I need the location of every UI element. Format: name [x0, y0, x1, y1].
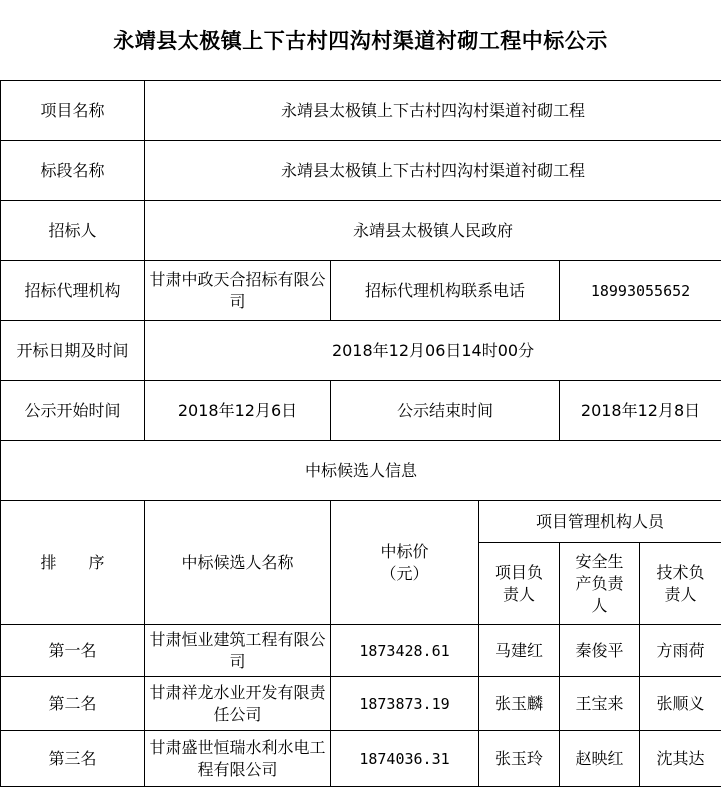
candidate-name: 甘肃盛世恒瑞水利水电工程有限公司	[145, 731, 331, 787]
row-section-name	[1, 141, 721, 201]
candidate-safety-lead: 赵映红	[560, 731, 640, 787]
label-tenderer: 招标人	[1, 201, 145, 261]
candidate-name: 甘肃祥龙水业开发有限责任公司	[145, 677, 331, 731]
value-agency: 甘肃中政天合招标有限公司	[145, 261, 331, 321]
candidate-tech-lead: 方雨荷	[640, 625, 721, 677]
header-rank: 排 序	[1, 501, 145, 625]
value-section-name: 永靖县太极镇上下古村四沟村渠道衬砌工程	[145, 141, 721, 201]
header-tech-lead: 技术负责人	[640, 543, 721, 625]
candidate-tech-lead: 张顺义	[640, 677, 721, 731]
row-project-name	[1, 81, 721, 141]
label-agency-phone: 招标代理机构联系电话	[331, 261, 560, 321]
value-opening: 2018年12月06日14时00分	[145, 321, 721, 381]
label-opening: 开标日期及时间	[1, 321, 145, 381]
header-price: 中标价（元）	[331, 501, 479, 625]
candidate-rank: 第二名	[1, 677, 145, 731]
value-publicity-start: 2018年12月6日	[145, 381, 331, 441]
candidate-rank: 第三名	[1, 731, 145, 787]
table-row	[1, 731, 721, 787]
value-tenderer: 永靖县太极镇人民政府	[145, 201, 721, 261]
label-publicity-start: 公示开始时间	[1, 381, 145, 441]
notice-table	[0, 80, 721, 787]
page-title: 永靖县太极镇上下古村四沟村渠道衬砌工程中标公示	[113, 29, 608, 53]
value-project-name: 永靖县太极镇上下古村四沟村渠道衬砌工程	[145, 81, 721, 141]
candidate-price: 1873428.61	[331, 625, 479, 677]
candidate-price: 1874036.31	[331, 731, 479, 787]
candidate-safety-lead: 王宝来	[560, 677, 640, 731]
candidate-price: 1873873.19	[331, 677, 479, 731]
row-opening	[1, 321, 721, 381]
row-agency	[1, 261, 721, 321]
header-safety-lead: 安全生产负责人	[560, 543, 640, 625]
header-staff-group: 项目管理机构人员	[479, 501, 721, 543]
candidate-rank: 第一名	[1, 625, 145, 677]
header-project-lead: 项目负责人	[479, 543, 560, 625]
row-candidates-heading	[1, 441, 721, 501]
candidate-name: 甘肃恒业建筑工程有限公司	[145, 625, 331, 677]
value-agency-phone: 18993055652	[560, 261, 721, 321]
header-candidate-name: 中标候选人名称	[145, 501, 331, 625]
candidate-project-lead: 张玉麟	[479, 677, 560, 731]
label-section-name: 标段名称	[1, 141, 145, 201]
row-tenderer	[1, 201, 721, 261]
table-row	[1, 625, 721, 677]
candidate-project-lead: 马建红	[479, 625, 560, 677]
value-publicity-end: 2018年12月8日	[560, 381, 721, 441]
table-row	[1, 677, 721, 731]
label-project-name: 项目名称	[1, 81, 145, 141]
candidate-tech-lead: 沈其达	[640, 731, 721, 787]
candidates-heading: 中标候选人信息	[1, 441, 721, 501]
row-publicity	[1, 381, 721, 441]
label-publicity-end: 公示结束时间	[331, 381, 560, 441]
candidate-safety-lead: 秦俊平	[560, 625, 640, 677]
label-agency: 招标代理机构	[1, 261, 145, 321]
candidate-project-lead: 张玉玲	[479, 731, 560, 787]
row-header-top	[1, 501, 721, 543]
